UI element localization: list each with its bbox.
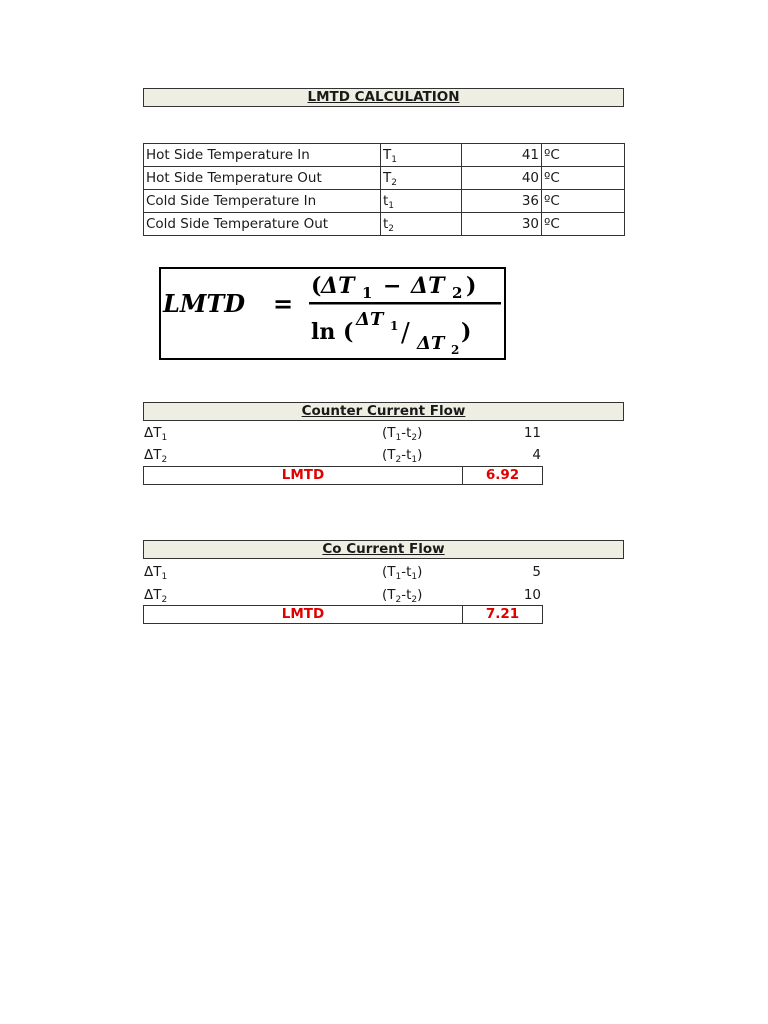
- counter-lmtd-label: LMTD: [281, 467, 325, 483]
- table-row: [144, 213, 625, 236]
- lmtd-formula: [159, 267, 506, 360]
- temp-value[interactable]: 30: [462, 213, 542, 236]
- temp-value[interactable]: 41: [462, 144, 542, 167]
- temp-symbol: $T_2$: [381, 167, 462, 190]
- temp-unit: ºC: [542, 190, 625, 213]
- formula-delta-t2: ΔT: [411, 273, 445, 299]
- temp-label: Cold Side Temperature In: [144, 190, 381, 213]
- temp-symbol: $t_2$: [381, 213, 462, 236]
- counter-dt2-value: 4: [532, 447, 541, 463]
- temp-value[interactable]: 36: [462, 190, 542, 213]
- formula-lhs: LMTD: [163, 289, 246, 318]
- formula-delta-t1: ΔT: [321, 273, 355, 299]
- co-current-title: Co Current Flow: [143, 540, 624, 559]
- formula-rparen-2: ): [461, 319, 472, 345]
- counter-dt2-label: $\Delta T_2$: [144, 447, 168, 465]
- counter-dt1-label: $\Delta T_1$: [144, 425, 168, 443]
- temp-unit: ºC: [542, 144, 625, 167]
- counter-current-title: Counter Current Flow: [143, 402, 624, 421]
- co-dt2-label: $\Delta T_2$: [144, 587, 168, 605]
- co-dt2-expr: $(T_2-t_2)$: [382, 587, 423, 605]
- co-dt1-expr: $(T_1-t_1)$: [382, 564, 423, 582]
- temp-symbol: $T_1$: [381, 144, 462, 167]
- formula-graphic: [161, 269, 504, 358]
- formula-delta-t2-bottom: ΔT: [417, 333, 445, 354]
- co-lmtd-row: [143, 605, 543, 624]
- formula-lparen-2: (: [343, 319, 354, 345]
- counter-lmtd-value: 6.92: [462, 467, 542, 484]
- formula-sub2-bottom: 2: [451, 343, 460, 357]
- counter-dt1-value: 11: [523, 425, 541, 441]
- temp-symbol: $t_1$: [381, 190, 462, 213]
- temperature-table: [143, 143, 625, 236]
- co-dt1-value: 5: [532, 564, 541, 580]
- formula-minus: −: [383, 273, 402, 299]
- temp-value[interactable]: 40: [462, 167, 542, 190]
- page-title: LMTD CALCULATION: [143, 88, 624, 107]
- co-dt2-value: 10: [523, 587, 541, 603]
- temp-label: Hot Side Temperature Out: [144, 167, 381, 190]
- table-row: [144, 144, 625, 167]
- table-row: [144, 190, 625, 213]
- formula-delta-t1-top: ΔT: [356, 309, 384, 330]
- co-dt1-label: $\Delta T_1$: [144, 564, 168, 582]
- formula-lparen: (: [311, 273, 322, 299]
- formula-slash: /: [401, 318, 410, 348]
- formula-sub2: 2: [452, 284, 463, 302]
- temp-unit: ºC: [542, 213, 625, 236]
- formula-ln: ln: [311, 319, 336, 345]
- counter-dt1-expr: $(T_1-t_2)$: [382, 425, 423, 443]
- co-lmtd-label: LMTD: [281, 606, 325, 622]
- table-row: [144, 167, 625, 190]
- counter-lmtd-row: [143, 466, 543, 485]
- temp-label: Cold Side Temperature Out: [144, 213, 381, 236]
- fraction-bar: [309, 302, 501, 305]
- temp-unit: ºC: [542, 167, 625, 190]
- formula-sub1: 1: [362, 284, 373, 302]
- co-lmtd-value: 7.21: [462, 606, 542, 623]
- counter-dt2-expr: $(T_2-t_1)$: [382, 447, 423, 465]
- formula-sub1-top: 1: [390, 319, 399, 333]
- formula-rparen: ): [466, 273, 477, 299]
- temp-label: Hot Side Temperature In: [144, 144, 381, 167]
- formula-equals: =: [273, 289, 294, 318]
